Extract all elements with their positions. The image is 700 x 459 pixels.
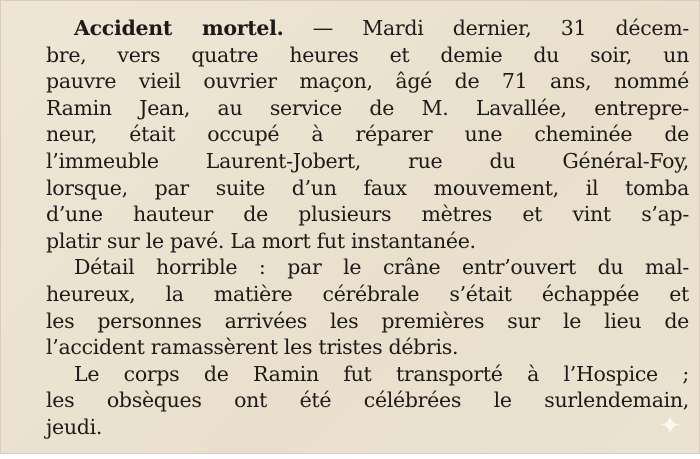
article-line: les obsèques ont été célébrées le surlendemain, <box>46 388 689 413</box>
article-line: jeudi. <box>46 414 103 439</box>
article-line: pauvre vieil ouvrier maçon, âgé de 71 ans, nommé <box>46 69 689 94</box>
article-line: d’une hauteur de plusieurs mètres et vint s’ap- <box>46 202 689 227</box>
article-line: neur, était occupé à réparer une cheminée de <box>46 122 689 147</box>
article-line: les personnes arrivées les premières sur le lieu de <box>46 308 689 333</box>
article-line: lorsque, par suite d’un faux mouvement, il tomba <box>46 175 689 200</box>
article-headline: Accident mortel. <box>74 16 284 40</box>
sparkle-icon: ✦ <box>659 411 681 441</box>
article-line: Le corps de Ramin fut transporté à l’Hospice ; <box>74 361 689 386</box>
article-line: l’immeuble Laurent-Jobert, rue du Général-Foy, <box>46 148 689 173</box>
article-line: bre, vers quatre heures et demie du soir, un <box>46 42 689 67</box>
article-line-text: — Mardi dernier, 31 décem- <box>283 16 689 40</box>
article-line: platir sur le pavé. La mort fut instantanée. <box>46 228 476 253</box>
article-line: Ramin Jean, au service de M. Lavallée, entrepre- <box>46 95 689 120</box>
article-line: heureux, la matière cérébrale s’était échappée et <box>46 281 689 306</box>
article-line: Détail horrible : par le crâne entr’ouvert du mal- <box>74 255 689 280</box>
article-body <box>46 15 689 441</box>
article-line <box>46 15 689 42</box>
article-line: l’accident ramassèrent les tristes débris. <box>46 335 459 360</box>
